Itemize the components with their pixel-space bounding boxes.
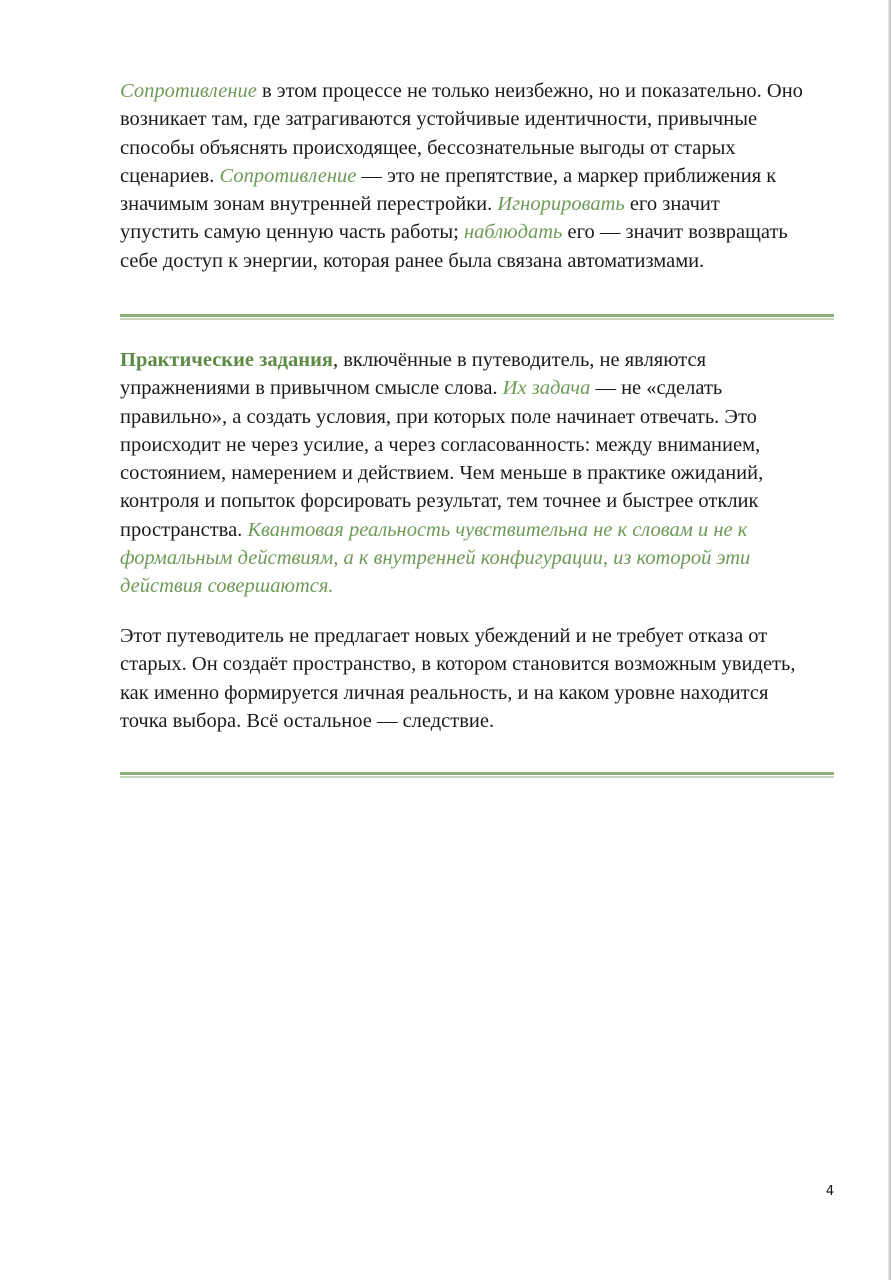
text-line: упражнениями в привычном смысле слова. Их задача — не «сделать [120,377,723,400]
text-line: состоянием, намерением и действием. Чем меньше в практике ожиданий, [120,462,764,485]
emphasis-observe: наблюдать [464,221,563,244]
text-line: как именно формируется личная реальность, и на каком уровне находится [120,681,769,704]
text-line: возникает там, где затрагиваются устойчивые идентичности, привычные [120,108,758,131]
text-line: контроля и попыток форсировать результат, тем точнее и быстрее отклик [120,490,759,513]
emphasis-resistance: Сопротивление [120,80,257,102]
emphasis-quantum-reality-cont: формальным действиям, а к внутренней конфигурации, из которой эти [120,547,751,570]
text-line: Практические задания, включённые в путеводитель, не являются [120,349,707,371]
text-line: значимым зонам внутренней перестройки. Игнорировать его значит [120,193,720,216]
paragraph-practical-tasks [120,346,840,601]
heading-practical-tasks: Практические задания [120,349,333,371]
text-line: старых. Он создаёт пространство, в котором становится возможным увидеть, [120,653,796,676]
text-line: пространства. Квантовая реальность чувствительна не к словам и не к [120,518,748,541]
text-line: себе доступ к энергии, которая ранее была связана автоматизмами. [120,249,705,272]
emphasis-their-task: Их задача [502,377,591,400]
text-line: сценариев. Сопротивление — это не препятствие, а маркер приближения к [120,164,777,187]
text-line: Сопротивление в этом процессе не только неизбежно, но и показательно. Оно [120,80,803,102]
text-line: точка выбора. Всё остальное — следствие. [120,709,495,732]
emphasis-ignore: Игнорировать [497,193,625,216]
paragraph-resistance [120,77,840,275]
text-line: происходит не через усилие, а через согласованность: между вниманием, [120,433,761,456]
section-divider [120,772,834,779]
paragraph-guide-purpose [120,622,840,735]
emphasis-quantum-reality: Квантовая реальность чувствительна не к словам и не к [247,518,748,541]
text-line: правильно», а создать условия, при которых поле начинает отвечать. Это [120,405,757,428]
section-divider [120,314,834,321]
text-line: Этот путеводитель не предлагает новых убеждений и не требует отказа от [120,625,768,647]
text-line: способы объяснять происходящее, бессознательные выгоды от старых [120,136,736,159]
emphasis-quantum-reality-end: действия совершаются. [120,575,334,598]
emphasis-resistance: Сопротивление [219,164,357,187]
text-line: упустить самую ценную часть работы; наблюдать его — значит возвращать [120,221,788,244]
page-number: 4 [825,1184,835,1199]
